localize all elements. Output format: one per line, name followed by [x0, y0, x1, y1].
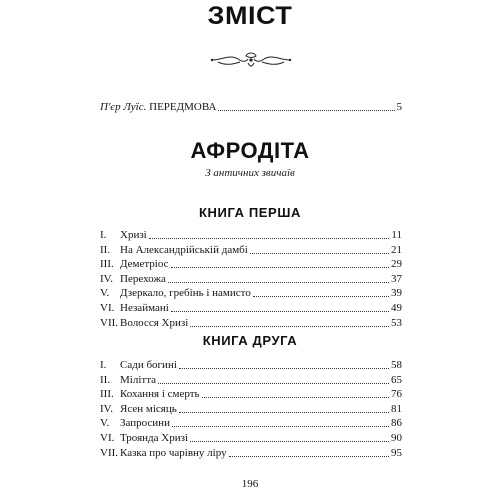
- toc-row[interactable]: [100, 358, 402, 372]
- dot-leader: [190, 326, 389, 327]
- toc-row[interactable]: [100, 402, 402, 416]
- chapter-title: Ясен місяць: [120, 402, 177, 415]
- chapter-title: Дзеркало, гребінь і намисто: [120, 287, 251, 300]
- chapter-number: IV.: [100, 402, 113, 415]
- chapter-page-number: 49: [391, 302, 402, 314]
- chapter-number: VI.: [100, 432, 115, 444]
- chapter-title: Запросини: [120, 417, 170, 430]
- page-number: 196: [241, 478, 259, 490]
- toc-row[interactable]: [100, 431, 402, 445]
- chapter-number: IV.: [100, 272, 113, 285]
- toc-row[interactable]: [100, 373, 402, 387]
- chapter-page-number: 39: [391, 287, 402, 300]
- chapter-title: Казка про чарівну ліру: [120, 446, 227, 459]
- toc-row[interactable]: [100, 416, 402, 430]
- chapter-page-number: 95: [391, 446, 402, 459]
- chapter-page-number: 86: [391, 417, 402, 430]
- chapter-title: Незаймані: [120, 302, 169, 314]
- chapter-number: VII.: [100, 446, 119, 459]
- chapter-title: Троянда Хризі: [120, 432, 188, 444]
- chapter-title: На Александрійській дамбі: [120, 243, 248, 256]
- chapter-page-number: 76: [391, 388, 402, 401]
- chapter-page-number: 29: [391, 258, 402, 271]
- chapter-page-number: 81: [391, 402, 402, 415]
- toc-row[interactable]: [100, 228, 402, 242]
- dot-leader: [179, 412, 389, 413]
- dot-leader: [190, 441, 389, 442]
- page-title: ЗМІСТ: [207, 2, 293, 30]
- chapter-title: Кохання і смерть: [120, 388, 200, 401]
- chapter-title: Мілітта: [120, 373, 157, 386]
- chapter-page-number: 90: [391, 432, 402, 444]
- chapter-title: Сади богині: [120, 359, 177, 371]
- dot-leader: [250, 253, 389, 254]
- chapter-page-number: 21: [391, 243, 402, 256]
- chapter-page-number: 65: [391, 373, 402, 386]
- toc-preface-label: [100, 100, 216, 114]
- chapter-page-number: 53: [391, 316, 402, 329]
- preface-title: ПЕРЕДМОВА: [149, 101, 217, 113]
- toc-page-number: 5: [396, 101, 402, 113]
- chapter-page-number: 11: [391, 229, 402, 241]
- dot-leader: [168, 282, 389, 283]
- chapter-number: III.: [100, 388, 114, 401]
- dot-leader: [149, 238, 390, 239]
- chapter-page-number: 37: [391, 272, 402, 285]
- toc-row[interactable]: [100, 272, 402, 286]
- chapter-number: V.: [100, 417, 110, 430]
- dot-leader: [179, 368, 389, 369]
- toc-row[interactable]: [100, 286, 402, 300]
- dot-leader: [229, 456, 389, 457]
- chapter-number: VI.: [100, 302, 115, 314]
- toc-row-preface[interactable]: [100, 100, 402, 114]
- dot-leader: [171, 267, 389, 268]
- chapter-title: Деметріос: [120, 258, 169, 271]
- dot-leader: [202, 397, 389, 398]
- chapter-number: II.: [100, 373, 111, 386]
- dot-leader: [172, 426, 389, 427]
- work-title: АФРОДІТА: [190, 138, 310, 163]
- dot-leader: [253, 296, 389, 297]
- chapter-number: V.: [100, 287, 110, 300]
- chapter-number: VII.: [100, 316, 119, 329]
- toc-row[interactable]: [100, 446, 402, 460]
- dot-leader: [218, 110, 394, 111]
- toc-row[interactable]: [100, 387, 402, 401]
- chapter-number: II.: [100, 243, 111, 256]
- chapter-page-number: 58: [391, 359, 402, 371]
- toc-row[interactable]: [100, 316, 402, 330]
- chapter-title: Перехожа: [120, 272, 166, 285]
- chapter-title: Волосся Хризі: [120, 316, 189, 329]
- work-subtitle: З античних звичаїв: [205, 167, 295, 179]
- preface-author: П'єр Луїс.: [100, 101, 147, 113]
- chapter-title: Хризі: [120, 229, 147, 241]
- chapter-number: I.: [100, 359, 107, 371]
- ornament-divider: [208, 50, 294, 70]
- dot-leader: [171, 311, 389, 312]
- chapter-number: I.: [100, 229, 107, 241]
- book-1-title: КНИГА ПЕРША: [199, 205, 301, 220]
- chapter-number: III.: [100, 258, 114, 271]
- toc-row[interactable]: [100, 257, 402, 271]
- book-2-title: КНИГА ДРУГА: [202, 333, 298, 348]
- toc-row[interactable]: [100, 301, 402, 315]
- toc-row[interactable]: [100, 243, 402, 257]
- dot-leader: [158, 383, 389, 384]
